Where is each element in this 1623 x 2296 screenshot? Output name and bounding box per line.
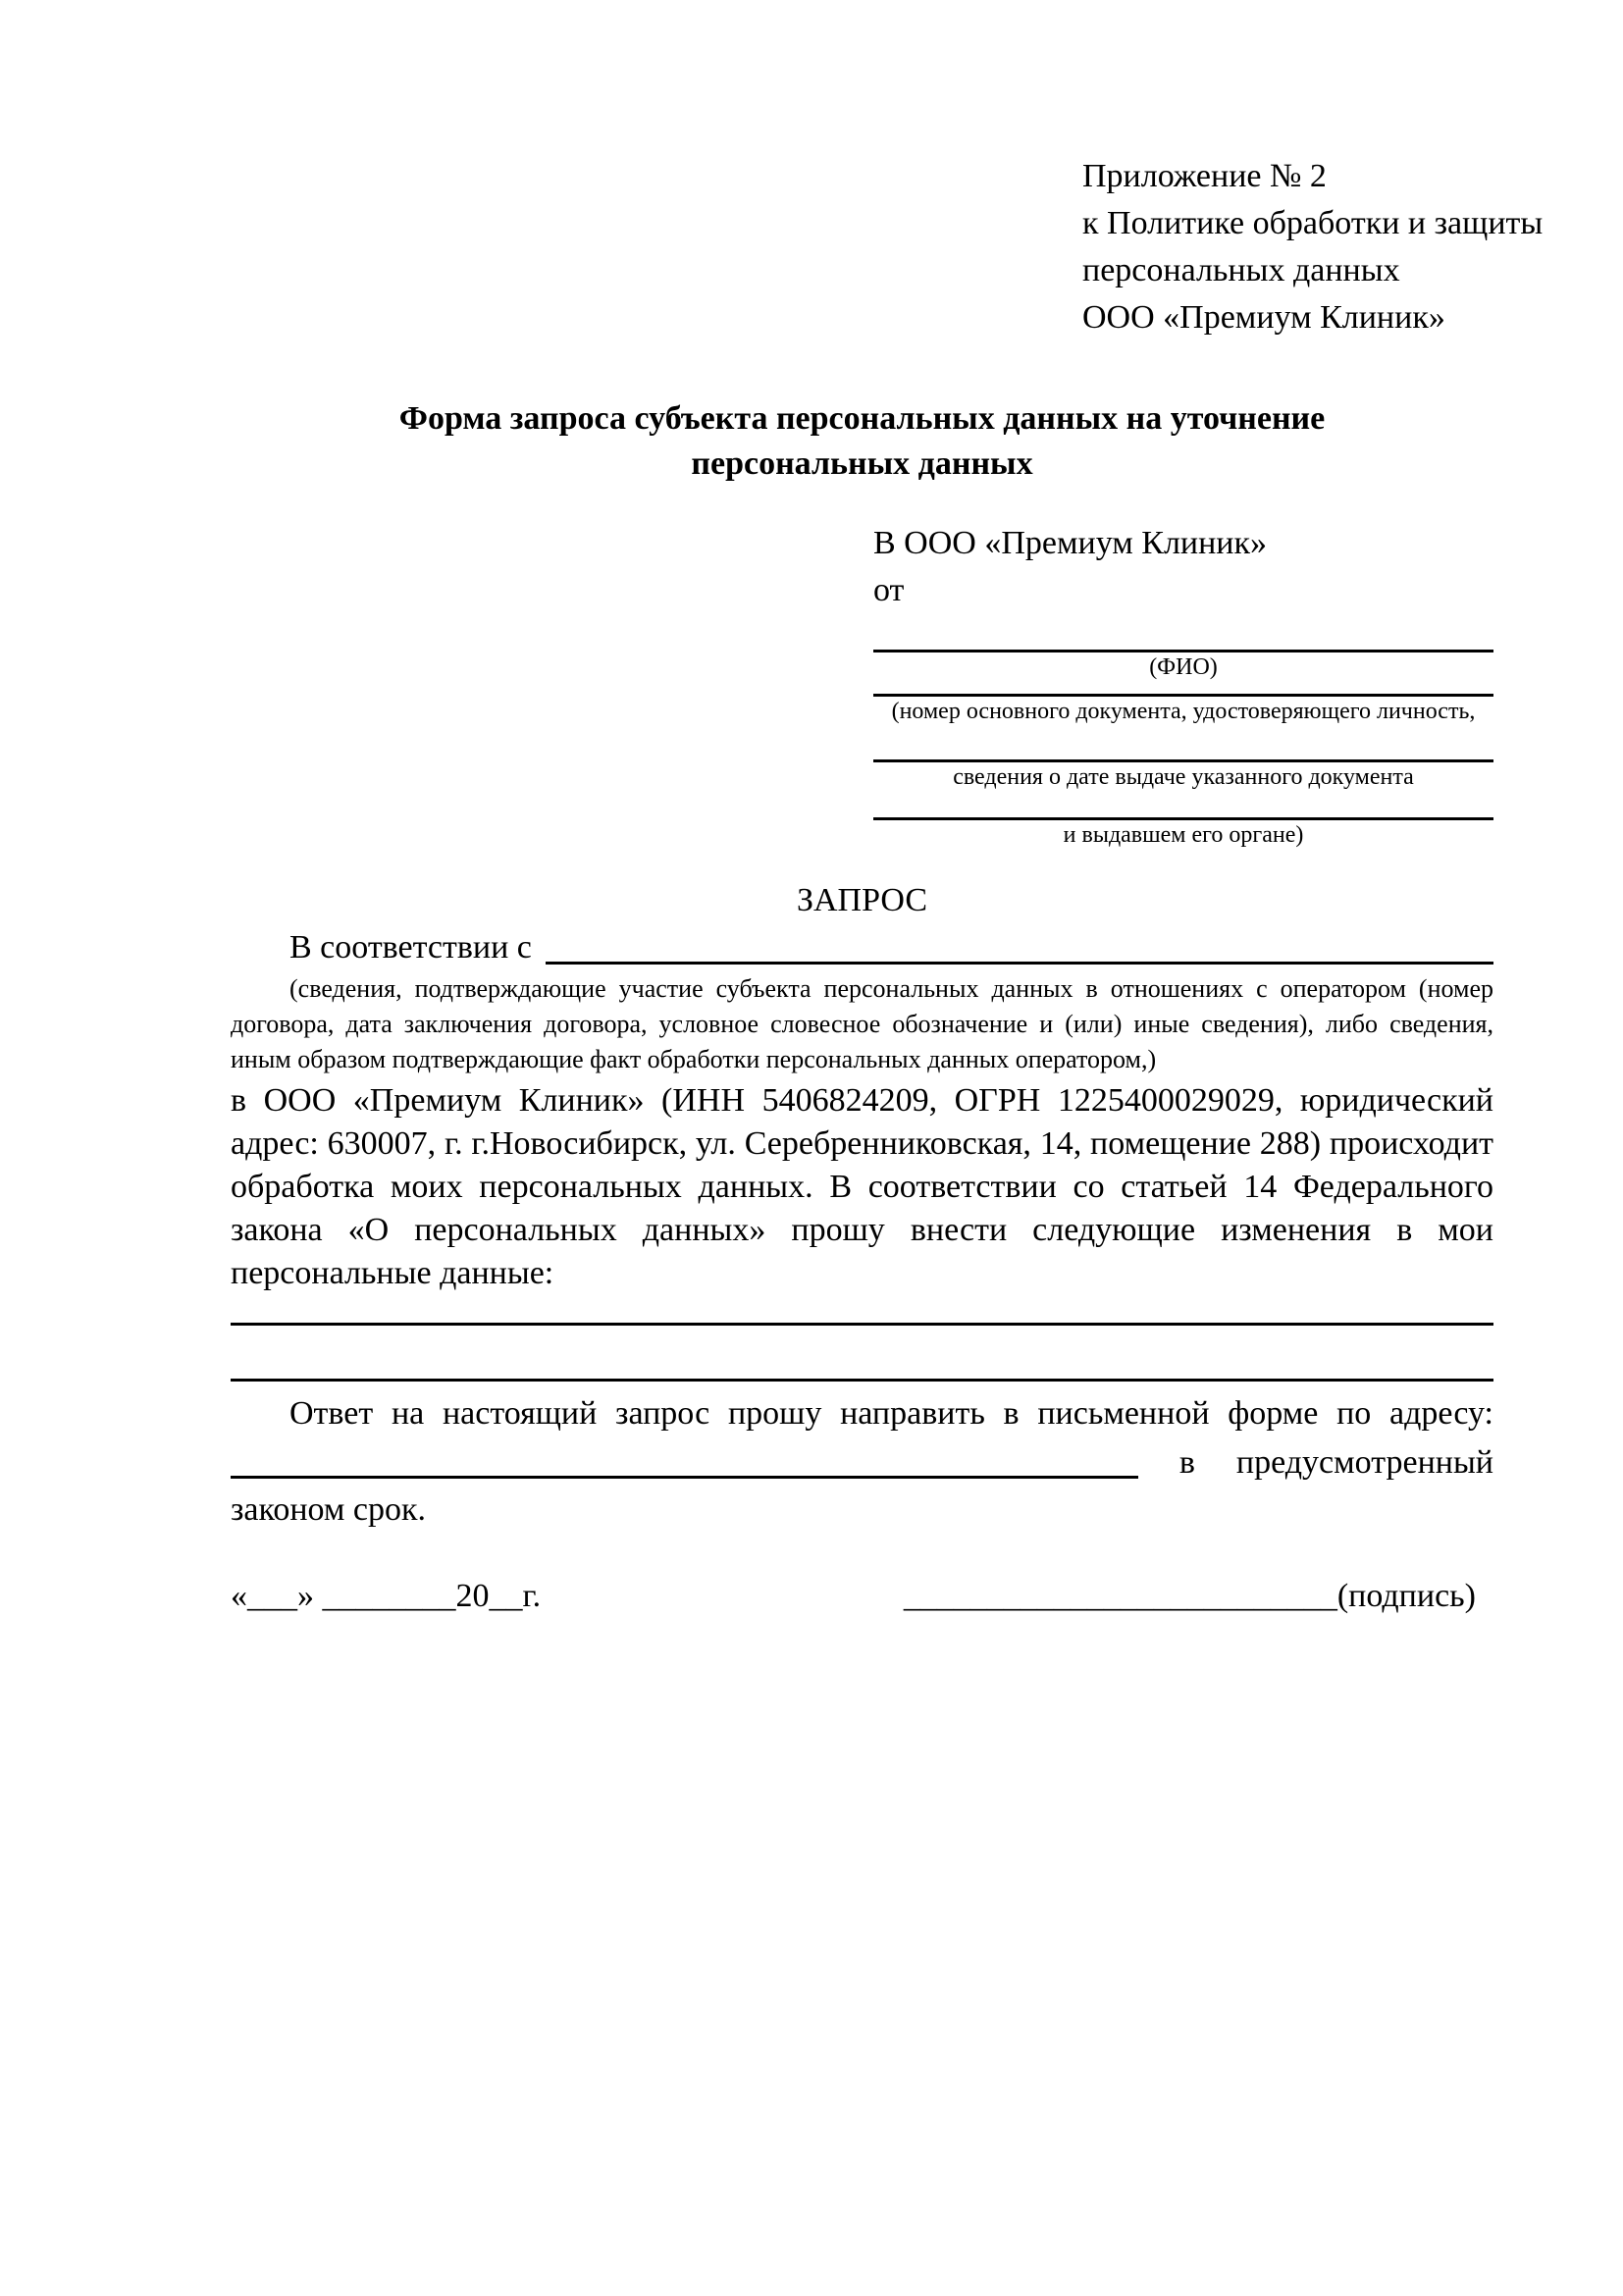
reply-tail-word-2: предусмотренный — [1235, 1444, 1493, 1481]
caption-document-number: (номер основного документа, удостоверяющего личность, — [891, 699, 1476, 724]
appendix-line-3: персональных данных — [1082, 252, 1400, 288]
addressee-to: В ООО «Премиум Клиник» — [873, 525, 1268, 561]
blank-line-changes-1 — [231, 1323, 1493, 1326]
reply-tail-word-1: в — [1178, 1444, 1195, 1481]
caption-issuing-authority: и выдавшем его органе) — [1063, 822, 1304, 848]
signature-blank: __________________________(подпись) — [903, 1578, 1476, 1614]
document-title: Форма запроса субъекта персональных данных на уточнение персональных данных — [398, 400, 1326, 482]
request-body: в ООО «Премиум Клиник» (ИНН 5406824209, ОГРН 1225400029029, юридический адрес: 630007, г. г.Новосибирск, ул. Серебренниковская, 14, помещение 288) происходит обработка моих персональных данных. В соответствии со статьей 14 Федерального закона «О персональных данных» прошу внести следующие изменения в мои персональные данные: — [231, 1082, 1493, 1291]
reply-closing: законом срок. — [231, 1491, 426, 1528]
addressee-from-label: от — [873, 572, 905, 608]
signature-row — [231, 1574, 1493, 1619]
caption-fio: (ФИО) — [1149, 654, 1218, 680]
blank-line-basis — [546, 962, 1493, 965]
intro-prefix: В соответствии с — [289, 929, 532, 965]
appendix-line-4: ООО «Премиум Клиник» — [1082, 299, 1445, 336]
appendix-line-2: к Политике обработки и защиты — [1082, 205, 1544, 241]
appendix-block — [1082, 153, 1544, 341]
date-blank: «___» ________20__г. — [231, 1578, 542, 1614]
blank-line-changes-2 — [231, 1379, 1493, 1382]
blank-line-address — [231, 1476, 1138, 1479]
caption-issue-date: сведения о дате выдаче указанного документа — [953, 764, 1414, 790]
reply-request: Ответ на настоящий запрос прошу направить в письменной форме по адресу: — [289, 1395, 1493, 1432]
intro-footnote: (сведения, подтверждающие участие субъекта персональных данных в отношениях с оператором (номер договора, дата заключения договора, условное словесное обозначение и (или) иные сведения), либо сведения, иным образом подтверждающие факт обработки персональных данных оператором,) — [231, 974, 1493, 1073]
appendix-line-1: Приложение № 2 — [1082, 158, 1327, 194]
intro-row — [231, 924, 1493, 971]
request-heading: ЗАПРОС — [796, 882, 928, 918]
reply-address-row — [231, 1436, 1493, 1486]
addressee-block — [873, 520, 1493, 850]
